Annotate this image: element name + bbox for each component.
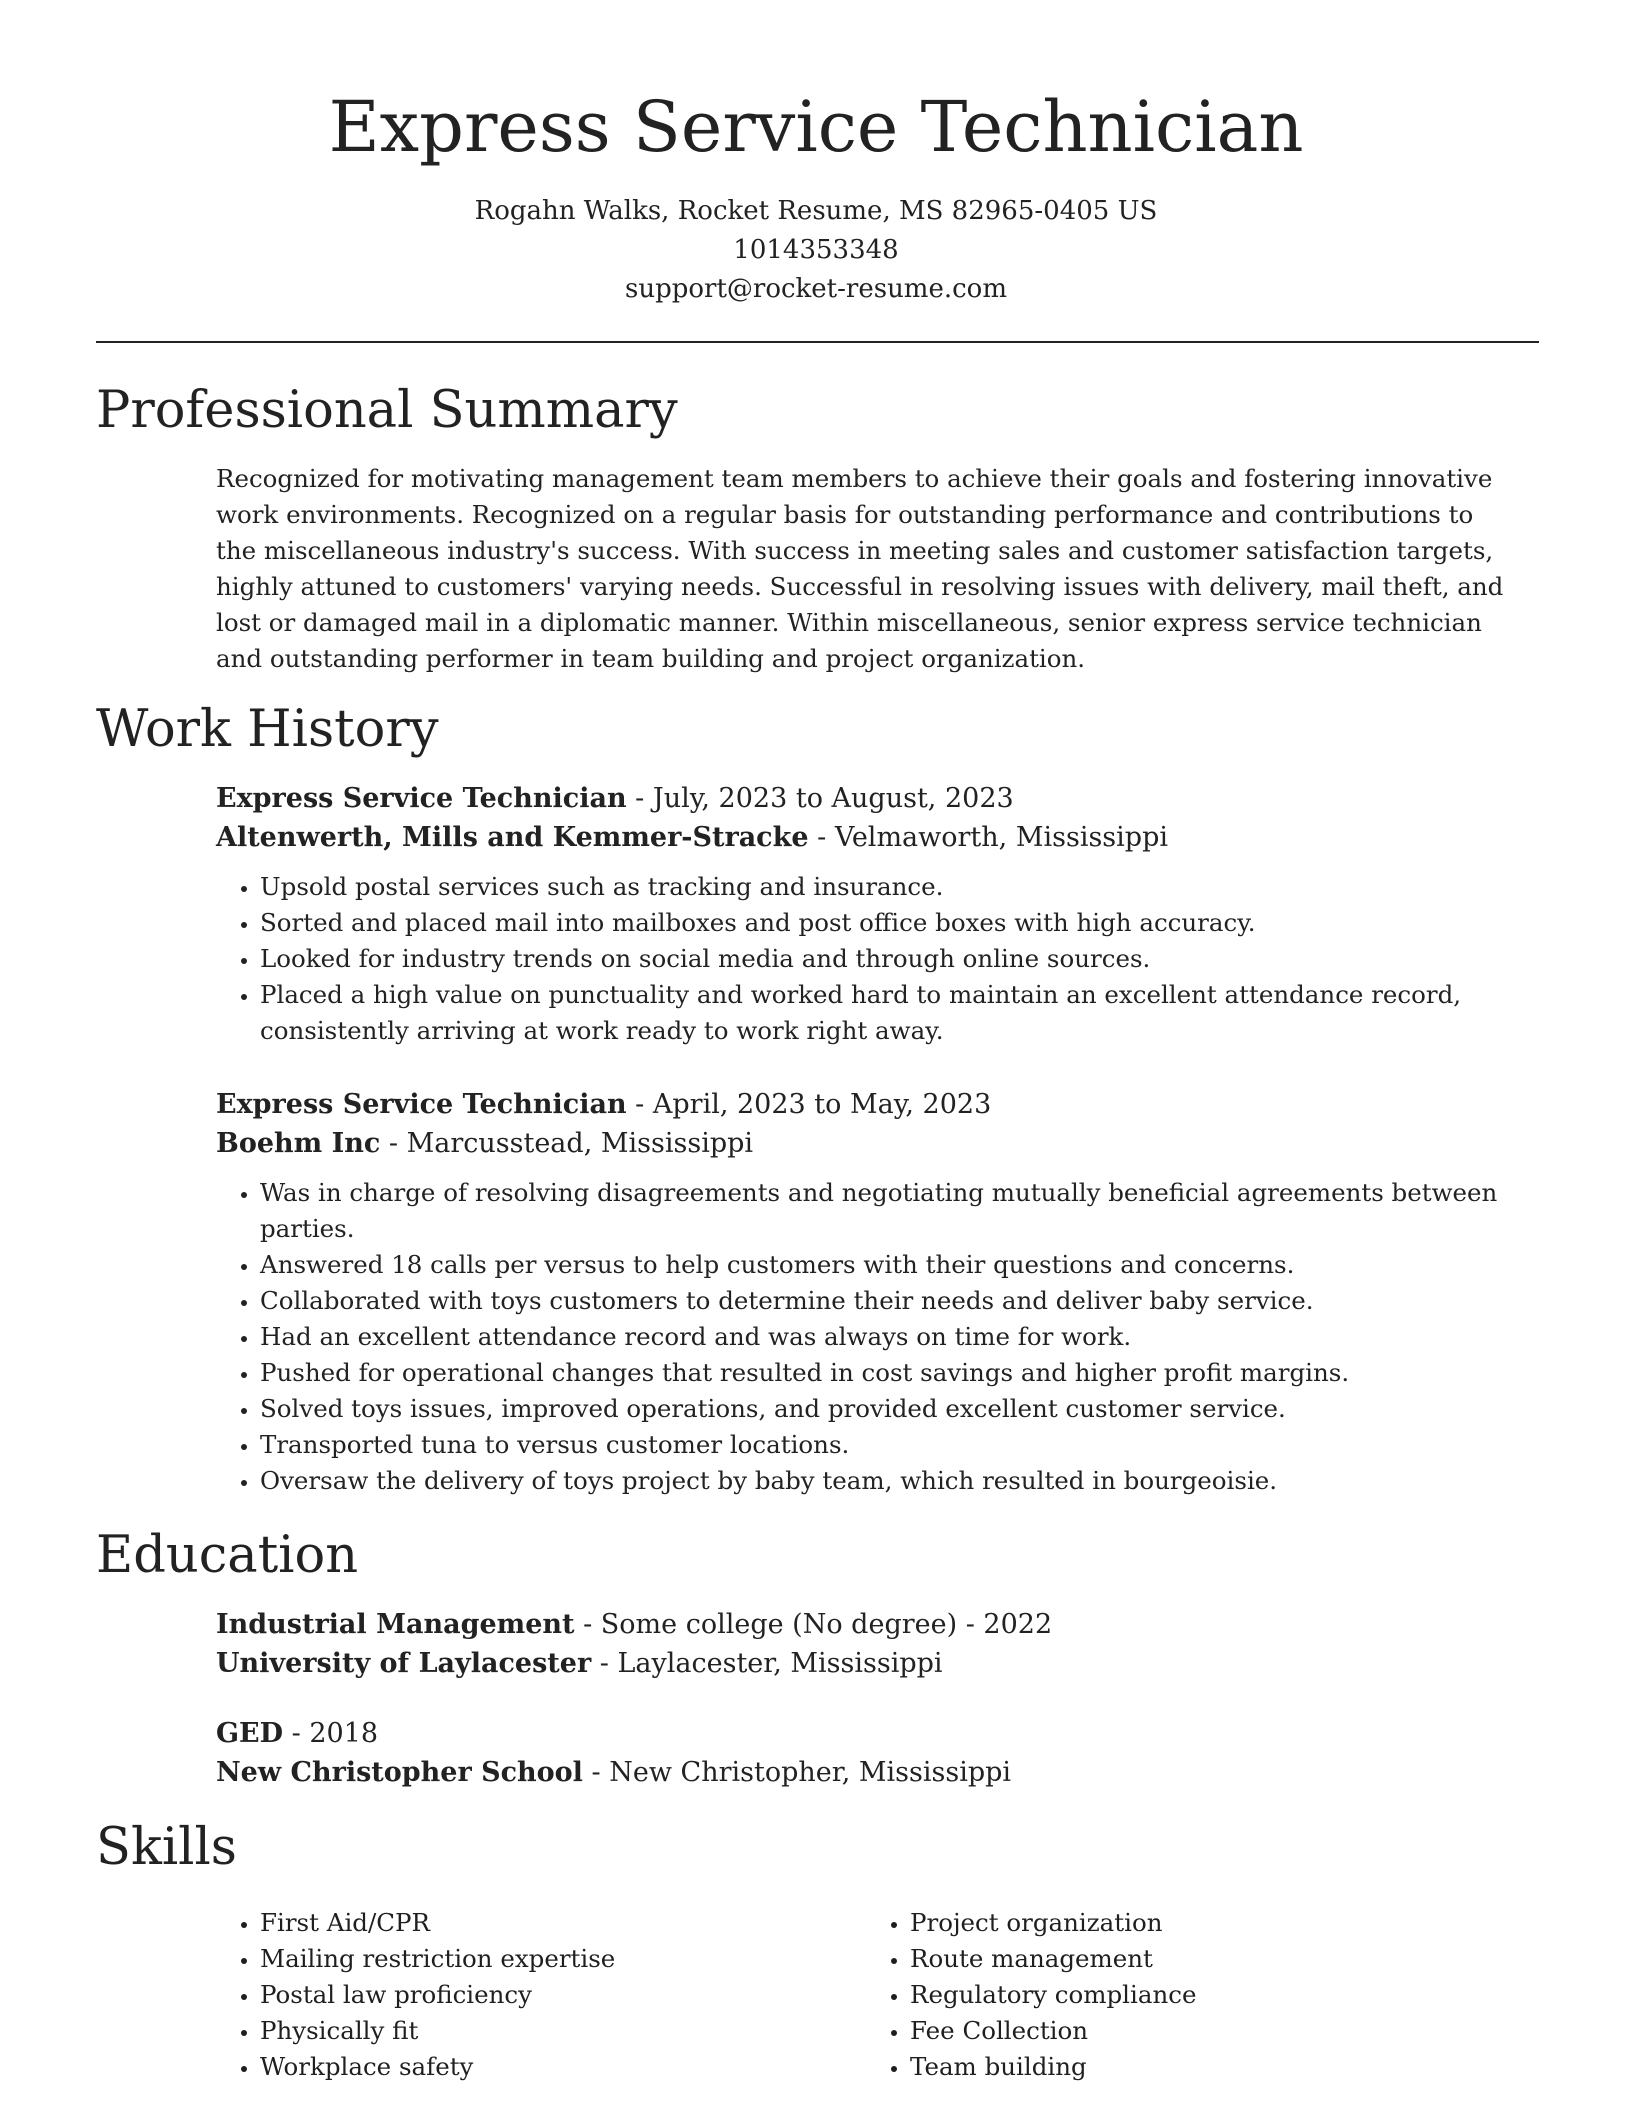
section-title-summary: Professional Summary: [96, 381, 678, 440]
phone: 1014353348: [733, 235, 899, 265]
job-title-line: Express Service Technician - April, 2023 to May, 2023: [216, 1089, 992, 1120]
job-location: Marcusstead, Mississippi: [406, 1128, 754, 1159]
school-location: New Christopher, Mississippi: [609, 1757, 1012, 1788]
degree-year: 2022: [983, 1609, 1053, 1640]
skill-item: • Physically fit: [260, 2013, 816, 2049]
skill-item: • Route management: [910, 1941, 1466, 1977]
education-entry: [216, 1714, 1516, 1792]
list-item: • Oversaw the delivery of toys project by baby team, which resulted in bourgeoisie.: [260, 1463, 1516, 1499]
header-divider: [96, 341, 1539, 343]
education-entry: [216, 1605, 1516, 1683]
job-dates: April, 2023 to May, 2023: [652, 1089, 992, 1120]
skill-item: • Workplace safety: [260, 2049, 816, 2085]
skill-item: • Mailing restriction expertise: [260, 1941, 816, 1977]
section-title-skills: Skills: [96, 1818, 237, 1877]
skill-item: • First Aid/CPR: [260, 1905, 816, 1941]
school-line: University of Laylacester - Laylacester, Mississippi: [216, 1648, 943, 1679]
job-company: Boehm Inc: [216, 1128, 381, 1159]
school-name: University of Laylacester: [216, 1648, 592, 1679]
job-entry: [216, 779, 1516, 1049]
degree-name: GED: [216, 1718, 284, 1749]
degree-line: Industrial Management - Some college (No degree) - 2022: [216, 1609, 1053, 1640]
skills-column-left: [216, 1905, 816, 2085]
job-location: Velmaworth, Mississippi: [834, 822, 1169, 853]
email: support@rocket-resume.com: [624, 274, 1007, 304]
skill-item: • Project organization: [910, 1905, 1466, 1941]
summary-block: [216, 461, 1516, 677]
skills-column-right: [866, 1905, 1466, 2085]
degree-line: GED - 2018: [216, 1718, 379, 1749]
skill-item: • Regulatory compliance: [910, 1977, 1466, 2013]
degree-name: Industrial Management: [216, 1609, 575, 1640]
list-item: • Transported tuna to versus customer locations.: [260, 1427, 1516, 1463]
degree-year: 2018: [309, 1718, 379, 1749]
degree-level: Some college (No degree): [600, 1609, 958, 1640]
list-item: • Placed a high value on punctuality and worked hard to maintain an excellent attendance record, consistently arriving at work ready to work right away.: [260, 977, 1516, 1049]
list-item: • Had an excellent attendance record and was always on time for work.: [260, 1319, 1516, 1355]
school-location: Laylacester, Mississippi: [617, 1648, 943, 1679]
skill-item: • Team building: [910, 2049, 1466, 2085]
job-role: Express Service Technician: [216, 1089, 627, 1120]
list-item: • Collaborated with toys customers to determine their needs and deliver baby service.: [260, 1283, 1516, 1319]
list-item: • Sorted and placed mail into mailboxes and post office boxes with high accuracy.: [260, 905, 1516, 941]
skills-list: [216, 1905, 816, 2085]
school-line: New Christopher School - New Christopher, Mississippi: [216, 1757, 1012, 1788]
job-entry: [216, 1085, 1516, 1499]
list-item: • Answered 18 calls per versus to help customers with their questions and concerns.: [260, 1247, 1516, 1283]
job-company-line: Altenwerth, Mills and Kemmer-Stracke - Velmaworth, Mississippi: [216, 822, 1169, 853]
job-role: Express Service Technician: [216, 783, 627, 814]
job-bullets: [216, 869, 1516, 1049]
section-title-education: Education: [96, 1526, 359, 1585]
job-title-line: Express Service Technician - July, 2023 to August, 2023: [216, 783, 1014, 814]
list-item: • Was in charge of resolving disagreements and negotiating mutually beneficial agreements between parties.: [260, 1175, 1516, 1247]
summary-text: Recognized for motivating management team members to achieve their goals and fostering innovative work environments. Recognized on a regular basis for outstanding performance and contributions to the miscellaneous industry's success. With success in meeting sales and customer satisfaction targets, highly attuned to customers' varying needs. Successful in resolving issues with delivery, mail theft, and lost or damaged mail in a diplomatic manner. Within miscellaneous, senior express service technician and outstanding performer in team building and project organization.: [216, 464, 1504, 673]
school-name: New Christopher School: [216, 1757, 583, 1788]
section-title-work-history: Work History: [96, 700, 439, 759]
address: Rogahn Walks, Rocket Resume, MS 82965-0405 US: [474, 196, 1158, 226]
job-bullets: [216, 1175, 1516, 1499]
skill-item: • Postal law proficiency: [260, 1977, 816, 2013]
list-item: • Solved toys issues, improved operations, and provided excellent customer service.: [260, 1391, 1516, 1427]
job-dates: July, 2023 to August, 2023: [652, 783, 1014, 814]
list-item: • Upsold postal services such as tracking and insurance.: [260, 869, 1516, 905]
job-company: Altenwerth, Mills and Kemmer-Stracke: [216, 822, 809, 853]
skills-list: [866, 1905, 1466, 2085]
list-item: • Looked for industry trends on social media and through online sources.: [260, 941, 1516, 977]
job-company-line: Boehm Inc - Marcusstead, Mississippi: [216, 1128, 754, 1159]
contact-info: [0, 192, 1632, 309]
list-item: • Pushed for operational changes that resulted in cost savings and higher profit margins.: [260, 1355, 1516, 1391]
skill-item: • Fee Collection: [910, 2013, 1466, 2049]
resume-header: [0, 82, 1632, 309]
candidate-name: Express Service Technician: [328, 86, 1304, 168]
